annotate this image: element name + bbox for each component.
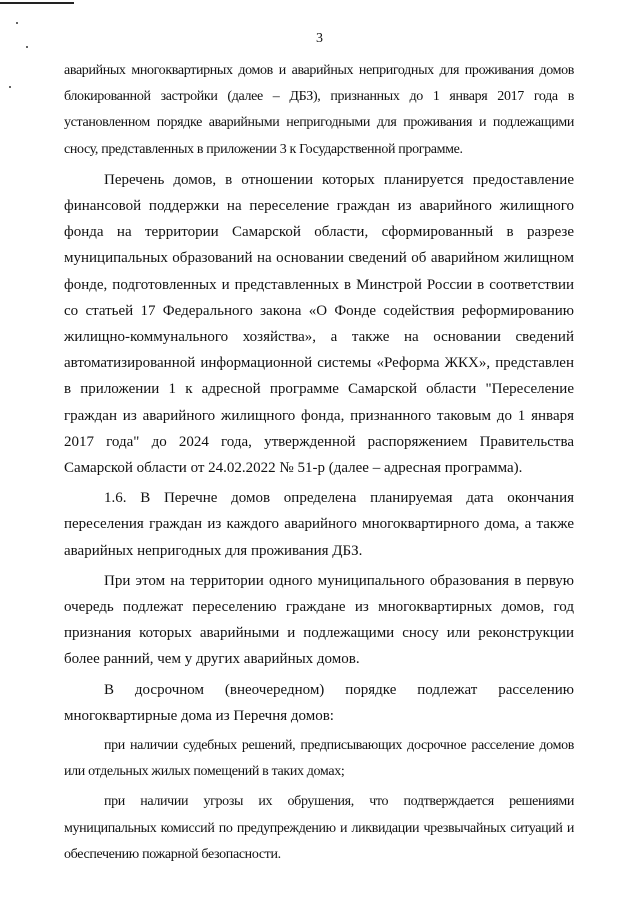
- scan-speck: [16, 22, 18, 24]
- document-body: [64, 58, 574, 868]
- paragraph-early-resettlement: В досрочном (внеочередном) порядке подлежат расселению многоквартирные дома из Перечня домов:: [64, 681, 574, 724]
- paragraph-house-list: Перечень домов, в отношении которых планируется предоставление финансовой поддержки на переселение граждан из аварийного жилищного фонда на территории Самарской области, сформированный в разрезе муниципальных образований на основании сведений об аварийном жилищном фонде, подготовленных и представленных в Минстрой России в соответствии со статьей 17 Федерального закона «О Фонде содействия реформированию жилищно-коммунального хозяйства», а также на основании сведений автоматизированной информационной системы «Реформа ЖКХ», представлен в приложении 1 к адресной программе Самарской области "Переселение граждан из аварийного жилищного фонда, признанного таковым до 1 января 2017 года" до 2024 года, утвержденной распоряжением Правительства Самарской области от 24.02.2022 № 51-р (далее – адресная программа).: [64, 171, 574, 477]
- paragraph-1-6: 1.6. В Перечне домов определена планируемая дата окончания переселения граждан из каждого аварийного многоквартирного дома, а также аварийных непригодных для проживания ДБЗ.: [64, 490, 574, 559]
- paragraph-priority: При этом на территории одного муниципального образования в первую очередь подлежат переселению граждане из многоквартирных домов, год признания которых аварийными и подлежащими сносу или реконструкции более ранний, чем у других аварийных домов.: [64, 572, 574, 668]
- scan-edge-mark: [0, 2, 74, 4]
- list-item-collapse-threat: при наличии угрозы их обрушения, что подтверждается решениями муниципальных комиссий по предупреждению и ликвидации чрезвычайных ситуаций и обеспечению пожарной безопасности.: [64, 794, 574, 862]
- scan-speck: [9, 86, 11, 88]
- paragraph-continuation: аварийных многоквартирных домов и аварийных непригодных для проживания домов блокированной застройки (далее – ДБЗ), признанных до 1 января 2017 года в установленном порядке аварийными непригодными для проживания и подлежащими сносу, представленных в приложении 3 к Государственной программе.: [64, 63, 574, 157]
- list-item-court-decisions: при наличии судебных решений, предписывающих досрочное расселение домов или отдельных жилых помещений в таких домах;: [64, 738, 574, 780]
- page-number: 3: [316, 31, 323, 46]
